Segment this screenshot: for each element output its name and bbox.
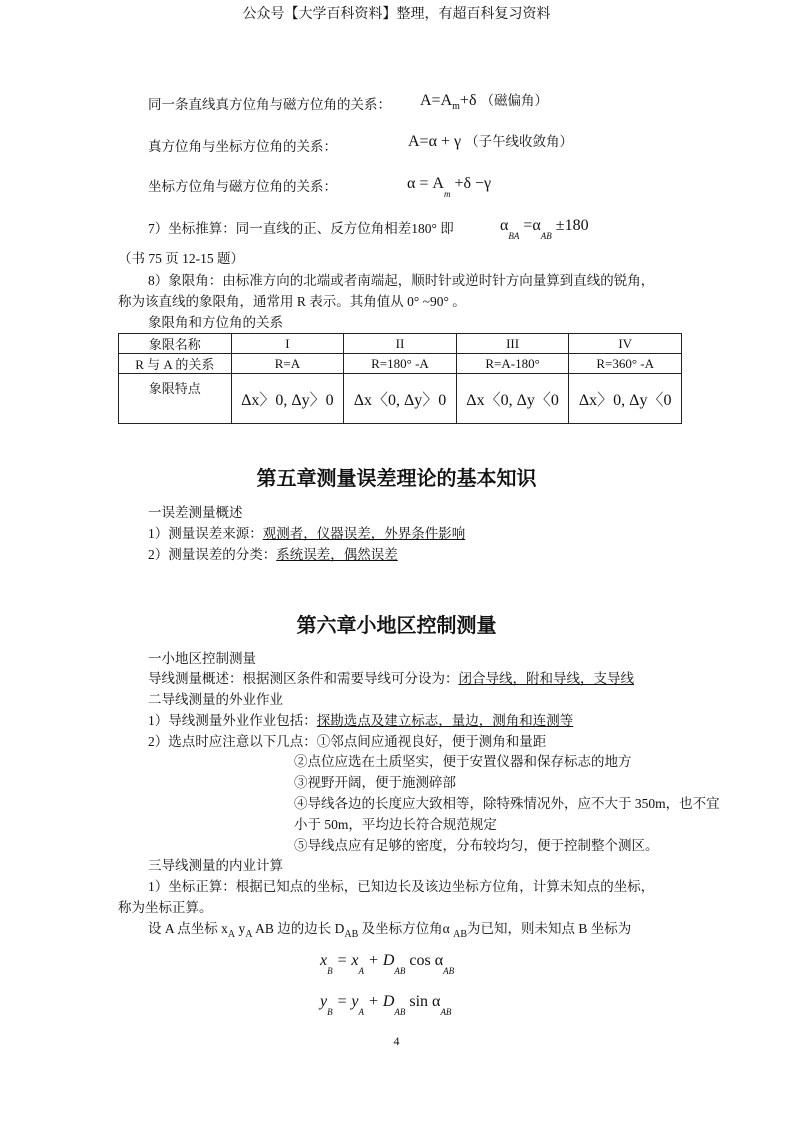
table-cell: R=A-180° [456, 354, 569, 374]
chapter-6-title: 第六章小地区控制测量 [296, 613, 497, 637]
table-cell: 象限特点 [119, 374, 232, 424]
table-cell: Δx〉0, Δy〈0 [569, 374, 682, 424]
ch6-line: ②点位应选在土质坚实，便于安置仪器和保存标志的地方 [294, 754, 632, 769]
page-header: 公众号【大学百科资料】整理，有超百科复习资料 [242, 7, 551, 22]
quadrant-table [118, 333, 682, 424]
table-cell: R=360° -A [569, 354, 682, 374]
ch6-line: ⑤导线点应有足够的密度，分布较均匀，便于控制整个测区。 [294, 838, 659, 853]
relation-grid-magnetic-label: 坐标方位角与磁方位角的关系： [148, 179, 337, 194]
table-cell: R=A [231, 354, 344, 374]
ch5-line2: 2）测量误差的分类：系统误差，偶然误差 [148, 547, 398, 562]
ch6-line: 导线测量概述：根据测区条件和需要导线可分设为：闭合导线，附和导线，支导线 [148, 671, 634, 686]
chapter-5-title: 第五章测量误差理论的基本知识 [256, 466, 537, 490]
table-cell: Δx〈0, Δy〉0 [344, 374, 457, 424]
formula-yb: $y_B = y_A + D_{AB}$ $\sin \alpha_{AB}$ [320, 993, 452, 1017]
section-heading: 三导线测量的内业计算 [148, 858, 283, 873]
ch5-line1: 1）测量误差来源：观测者，仪器误差，外界条件影响 [148, 526, 466, 541]
table-caption: 象限角和方位角的关系 [148, 315, 283, 330]
ch6-line: 2）选点时应注意以下几点：①邻点间应通视良好，便于测角和量距 [148, 734, 547, 749]
item-8-line2: 称为该直线的象限角，通常用 R 表示。其角值从 0° ~90° 。 [118, 294, 466, 309]
relation-grid-magnetic-formula: $\alpha = A_m +\delta -\gamma$ [407, 175, 492, 199]
ch6-line: 设 A 点坐标 $x_A$ $y_A$ AB 边的边长 $D_{AB}$ 及坐标方位角α $_{AB}$为已知，则未知点 B 坐标为 [148, 921, 632, 940]
section-heading: 一误差测量概述 [148, 505, 243, 520]
table-header: 象限名称 [119, 334, 232, 354]
item-8-line1: 8）象限角：由标准方向的北端或者南端起，顺时针或逆时针方向量算到直线的锐角， [148, 273, 655, 288]
book-reference: （书 75 页 12-15 题） [118, 251, 244, 266]
table-row [119, 374, 682, 424]
item-7-formula: $\alpha_{BA} =\alpha_{AB} \pm 180$ [500, 217, 589, 241]
ch6-line: 称为坐标正算。 [118, 900, 213, 915]
table-row [119, 354, 682, 374]
section-heading: 一小地区控制测量 [148, 651, 256, 666]
relation-true-magnetic-label: 同一条直线真方位角与磁方位角的关系： [148, 97, 391, 112]
ch6-line: 1）坐标正算：根据已知点的坐标，已知边长及该边坐标方位角，计算未知点的坐标， [148, 879, 655, 894]
table-cell: Δx〈0, Δy〈0 [456, 374, 569, 424]
relation-true-grid-label: 真方位角与坐标方位角的关系： [148, 139, 337, 154]
table-header: III [456, 334, 569, 354]
section-heading: 二导线测量的外业作业 [148, 692, 283, 707]
table-cell: R=180° -A [344, 354, 457, 374]
table-header: II [344, 334, 457, 354]
page-number: 4 [393, 1034, 400, 1048]
table-header: IV [569, 334, 682, 354]
relation-true-magnetic-formula: $A=A_m+\delta$ （磁偏角） [420, 92, 548, 112]
table-header-row [119, 334, 682, 354]
ch6-line: 小于 50m，平均边长符合规范规定 [294, 817, 497, 832]
ch6-line: ④导线各边的长度应大致相等，除特殊情况外，应不大于 350m，也不宜 [294, 796, 720, 811]
table-cell: Δx〉0, Δy〉0 [231, 374, 344, 424]
table-header: I [231, 334, 344, 354]
ch6-line: ③视野开阔，便于施测碎部 [294, 775, 456, 790]
item-7-text: 7）坐标推算：同一直线的正、反方位角相差180° 即 [148, 221, 454, 236]
formula-xb: $x_B = x_A + D_{AB}$ $\cos \alpha_{AB}$ [320, 952, 455, 976]
ch6-line: 1）导线测量外业作业包括：探勘选点及建立标志，量边，测角和连测等 [148, 713, 574, 728]
relation-true-grid-formula: A=α + γ （子午线收敛角） [408, 133, 574, 150]
table-cell: R 与 A 的关系 [119, 354, 232, 374]
